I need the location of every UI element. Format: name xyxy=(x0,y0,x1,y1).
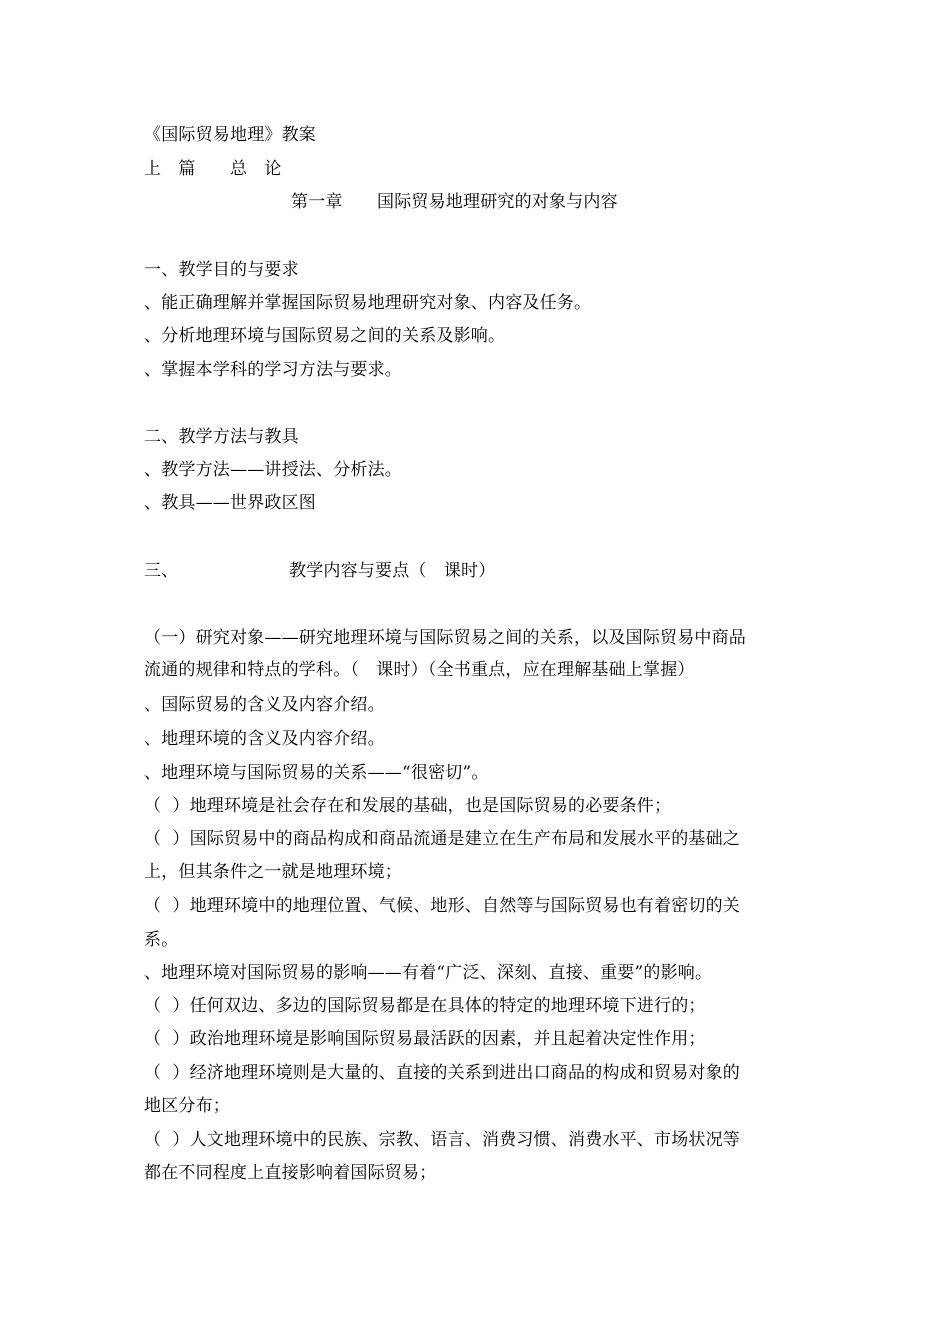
body-paragraph-line: （一）研究对象——研究地理环境与国际贸易之间的关系，以及国际贸易中商品 xyxy=(144,628,746,648)
section-3-heading: 教学内容与要点（ 课时） xyxy=(289,561,496,581)
body-paragraph-line: 、地理环境对国际贸易的影响——有着“广泛、深刻、直接、重要”的影响。 xyxy=(144,963,713,983)
body-paragraph-line: 、国际贸易的含义及内容介绍。 xyxy=(144,695,385,715)
body-paragraph-line: （ ）人文地理环境中的民族、宗教、语言、消费习惯、消费水平、市场状况等 xyxy=(144,1130,741,1150)
body-paragraph-line: 上，但其条件之一就是地理环境； xyxy=(144,862,402,882)
body-paragraph-line: （ ）经济地理环境则是大量的、直接的关系到进出口商品的构成和贸易对象的 xyxy=(144,1063,741,1083)
body-paragraph-line: （ ）地理环境是社会存在和发展的基础，也是国际贸易的必要条件； xyxy=(144,796,672,816)
body-paragraph-line: 系。 xyxy=(144,930,179,950)
body-paragraph-line: 都在不同程度上直接影响着国际贸易； xyxy=(144,1163,437,1183)
section-1-item: 、能正确理解并掌握国际贸易地理研究对象、内容及任务。 xyxy=(144,293,592,313)
section-1-heading: 一、教学目的与要求 xyxy=(144,260,299,280)
body-paragraph-line: （ ）政治地理环境是影响国际贸易最活跃的因素，并且起着决定性作用； xyxy=(144,1029,706,1049)
section-2-heading: 二、教学方法与教具 xyxy=(144,427,299,447)
body-paragraph-line: （ ）任何双边、多边的国际贸易都是在具体的特定的地理环境下进行的； xyxy=(144,996,706,1016)
body-paragraph-line: 、地理环境与国际贸易的关系——“很密切”。 xyxy=(144,763,489,783)
body-paragraph-line: （ ）国际贸易中的商品构成和商品流通是建立在生产布局和发展水平的基础之 xyxy=(144,829,741,849)
section-3-number: 三、 xyxy=(144,561,179,581)
body-paragraph-line: 流通的规律和特点的学科。（ 课时）（全书重点，应在理解基础上掌握） xyxy=(144,660,695,680)
section-2-item: 、教具——世界政区图 xyxy=(144,493,316,513)
part-heading: 上 篇 总 论 xyxy=(144,159,282,179)
section-2-item: 、教学方法——讲授法、分析法。 xyxy=(144,460,402,480)
body-paragraph-line: 、地理环境的含义及内容介绍。 xyxy=(144,729,385,749)
section-1-item: 、掌握本学科的学习方法与要求。 xyxy=(144,360,402,380)
section-1-item: 、分析地理环境与国际贸易之间的关系及影响。 xyxy=(144,326,506,346)
chapter-heading: 第一章 国际贸易地理研究的对象与内容 xyxy=(291,192,618,212)
body-paragraph-line: 地区分布； xyxy=(144,1096,230,1116)
body-paragraph-line: （ ）地理环境中的地理位置、气候、地形、自然等与国际贸易也有着密切的关 xyxy=(144,896,741,916)
document-title: 《国际贸易地理》教案 xyxy=(144,125,316,145)
